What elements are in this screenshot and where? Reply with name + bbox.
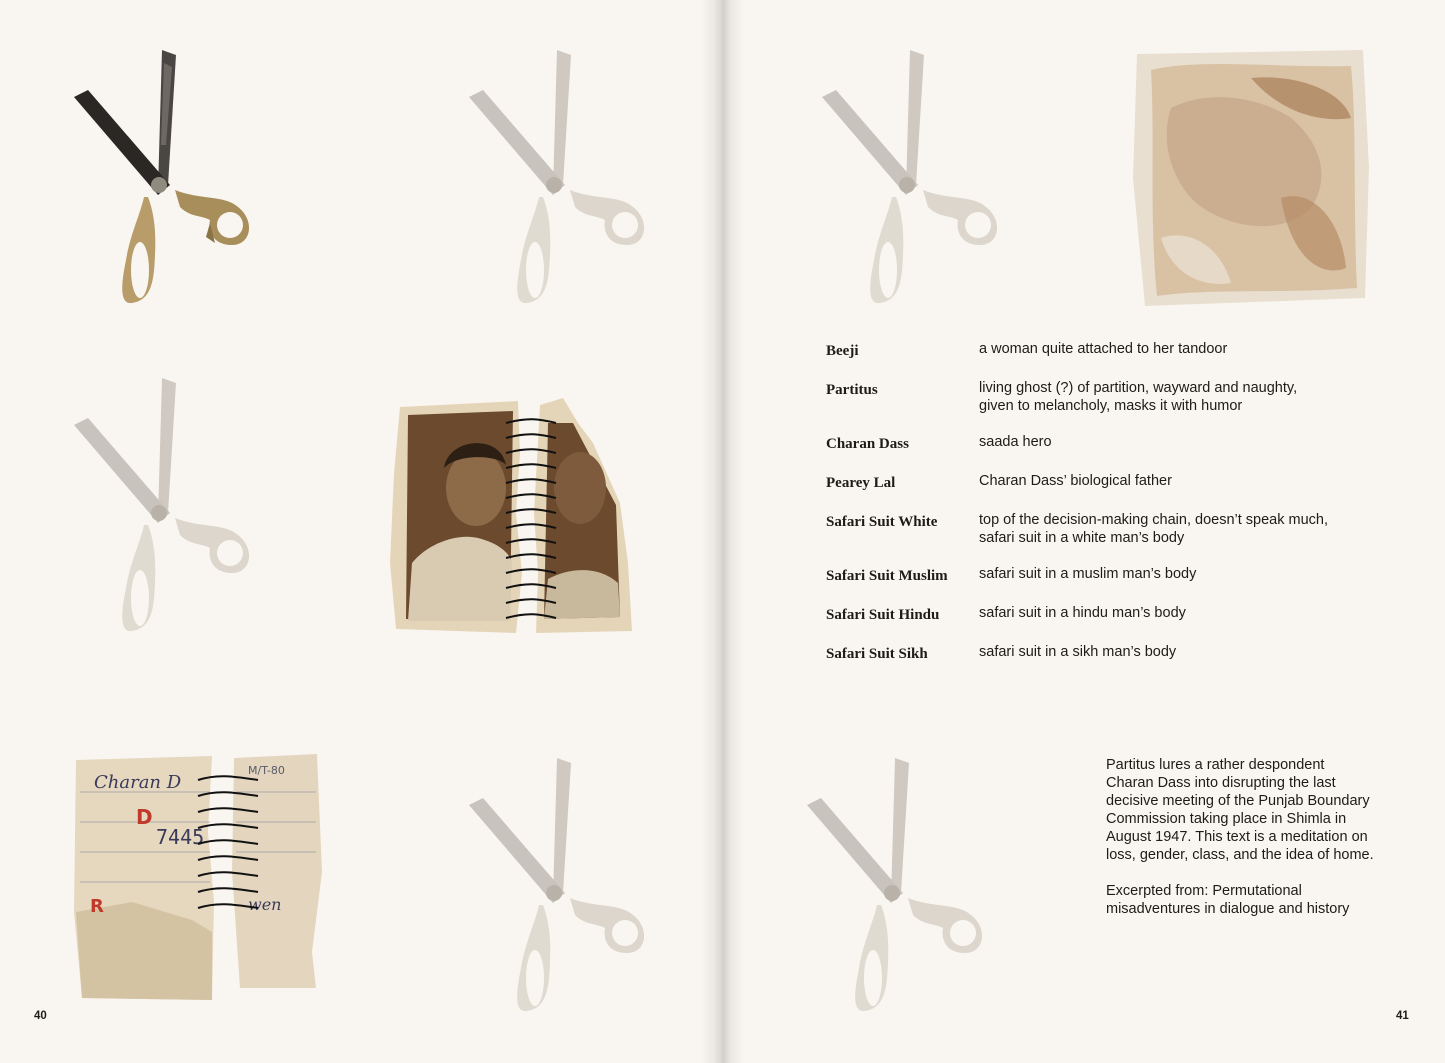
character-name: Safari Suit Sikh bbox=[826, 646, 928, 662]
cast-row bbox=[826, 472, 1386, 511]
synopsis-text bbox=[1106, 756, 1386, 936]
cast-row bbox=[826, 340, 1386, 379]
handwriting-word: wen bbox=[248, 895, 282, 914]
scissors-icon bbox=[793, 753, 993, 1023]
scissors-faded-illustration bbox=[455, 753, 655, 1023]
cast-row bbox=[826, 643, 1386, 682]
synopsis-paragraph: Partitus lures a rather despondent Charan Dass into disrupting the last decisive meeting of the Punjab Boundary Commission taking place in Shimla in August 1947. This text is a meditation on loss, gender, class, and the idea of home. bbox=[1106, 757, 1374, 863]
scissors-faded-illustration bbox=[455, 45, 655, 315]
scissors-dark-illustration bbox=[60, 45, 260, 315]
character-name: Safari Suit Muslim bbox=[826, 568, 948, 584]
weathered-tile-image bbox=[1131, 48, 1371, 310]
character-description: living ghost (?) of partition, wayward and naughty, given to melancholy, masks it with humor bbox=[979, 380, 1298, 414]
scissors-faded-illustration bbox=[793, 753, 993, 1023]
character-name: Charan Dass bbox=[826, 436, 909, 452]
scissors-icon bbox=[455, 753, 655, 1023]
cast-row bbox=[826, 511, 1386, 565]
character-name: Partitus bbox=[826, 382, 878, 398]
page-number-right: 41 bbox=[1396, 1010, 1409, 1022]
cast-row bbox=[826, 565, 1386, 604]
character-name: Safari Suit White bbox=[826, 514, 938, 530]
scissors-faded-illustration bbox=[60, 373, 260, 643]
scissors-faded-illustration bbox=[808, 45, 1008, 315]
scissors-icon bbox=[60, 45, 260, 315]
handwriting-number: 7445 bbox=[156, 825, 205, 849]
character-name: Safari Suit Hindu bbox=[826, 607, 940, 623]
page-number-left: 40 bbox=[34, 1010, 47, 1022]
character-description: safari suit in a muslim man’s body bbox=[979, 566, 1197, 582]
source-citation: Excerpted from: Permutational misadventures in dialogue and history bbox=[1106, 883, 1350, 917]
handwriting-d: D bbox=[136, 805, 153, 829]
scissors-icon bbox=[808, 45, 1008, 315]
scissors-icon bbox=[60, 373, 260, 643]
cast-row bbox=[826, 433, 1386, 472]
character-description: Charan Dass’ biological father bbox=[979, 473, 1172, 489]
stitched-ration-document bbox=[72, 752, 324, 1002]
character-description: a woman quite attached to her tandoor bbox=[979, 341, 1228, 357]
cast-list bbox=[826, 340, 1386, 682]
cast-row bbox=[826, 379, 1386, 433]
handwriting-name: Charan D bbox=[94, 772, 182, 793]
character-description: top of the decision-making chain, doesn’t speak much, safari suit in a white man’s body bbox=[979, 512, 1329, 546]
stitched-portrait-photo bbox=[388, 393, 638, 638]
character-description: safari suit in a hindu man’s body bbox=[979, 605, 1186, 621]
stamp-code: M/T-80 bbox=[248, 764, 285, 777]
character-description: safari suit in a sikh man’s body bbox=[979, 644, 1177, 660]
book-gutter bbox=[700, 0, 744, 1063]
character-description: saada hero bbox=[979, 434, 1052, 450]
handwriting-r: R bbox=[90, 896, 104, 917]
character-name: Beeji bbox=[826, 343, 859, 359]
character-name: Pearey Lal bbox=[826, 475, 896, 491]
scissors-icon bbox=[455, 45, 655, 315]
cast-row bbox=[826, 604, 1386, 643]
